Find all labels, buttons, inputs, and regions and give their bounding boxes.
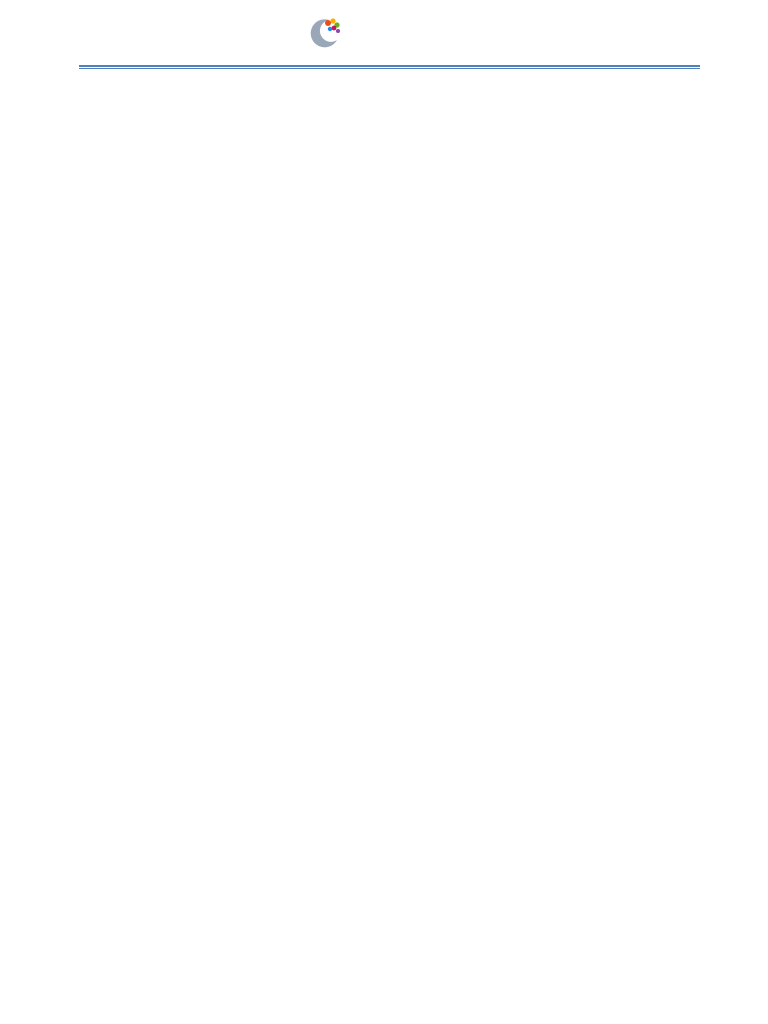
header-rule-thin — [79, 68, 700, 69]
school-logo — [307, 14, 343, 50]
header-rule — [79, 65, 700, 67]
